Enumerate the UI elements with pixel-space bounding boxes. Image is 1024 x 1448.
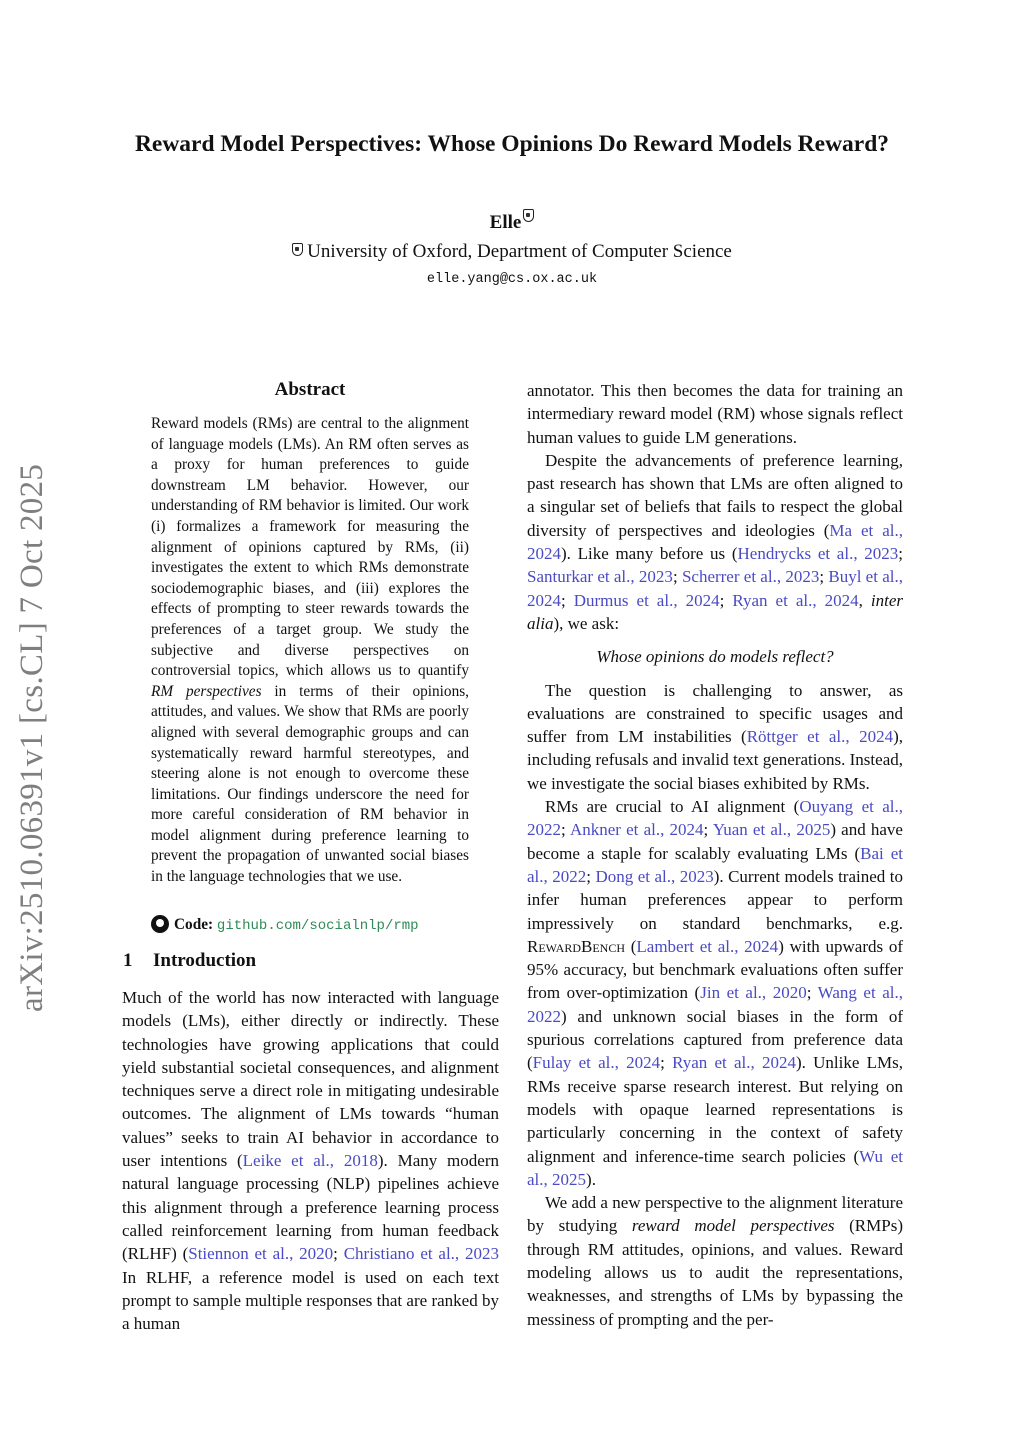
citation-link[interactable]: Durmus et al., 2024 bbox=[573, 590, 720, 610]
abstract-body bbox=[151, 414, 469, 888]
intro-paragraph-1-continued: annotator. This then becomes the data for training an intermediary reward model (RM) whose signals reflect human values to guide LM generations. bbox=[527, 381, 903, 447]
intro-paragraph-3: The question is challenging to answer, as evaluations are constrained to specific usages and suffer from LM instabilities (Röttger et al., 2024), including refusals and invalid text generations. Instead, we investigate the social biases exhibited by RMs. bbox=[527, 680, 904, 793]
intro-paragraph-2: Despite the advancements of preference learning, past research has shown that LMs are often aligned to a singular set of beliefs that fails to respect the global diversity of perspectives and ideologies (Ma et al., 2024). Like many before us (Hendrycks et al., 2023; Santurkar et al., 2023; Scherrer et al., 2023; Buyl et al., 2024; Durmus et al., 2024; Ryan et al., 2024, inter alia), we ask: bbox=[527, 450, 903, 633]
code-url-link[interactable]: github.com/socialnlp/rmp bbox=[216, 918, 419, 934]
author-name: Elle bbox=[489, 212, 522, 233]
citation-link[interactable]: Ryan et al., 2024 bbox=[672, 1053, 796, 1073]
section-heading bbox=[123, 950, 256, 972]
citation-link[interactable]: Yuan et al., 2025 bbox=[712, 820, 831, 840]
paper-title: Reward Model Perspectives: Whose Opinions Do Reward Models Reward? bbox=[134, 131, 890, 157]
right-column-body bbox=[527, 379, 903, 1331]
intro-paragraph-5: We add a new perspective to the alignment literature by studying reward model perspectives (RMPs) through RM attitudes, opinions, and values. Reward modeling allows us to audit the representations, weaknesses, and strengths of LMs by bypassing the messiness of prompting and the per- bbox=[527, 1193, 903, 1329]
citation-link[interactable]: Dong et al., 2023 bbox=[595, 866, 714, 886]
author-email[interactable]: elle.yang@cs.ox.ac.uk bbox=[426, 272, 598, 287]
intro-paragraph-1: Much of the world has now interacted with language models (LMs), either directly or indirectly. These technologies have growing applications that could yield substantial societal consequences, and alignment techniques serve a direct role in mitigating undesirable outcomes. The alignment of LMs towards “human values” seeks to train AI behavior in accordance to user intentions (Leike et al., 2018). Many modern natural language processing (NLP) pipelines achieve this alignment through a preference learning process called reinforcement learning from human feedback (RLHF) (Stiennon et al., 2020; Christiano et al., 2023 In RLHF, a reference model is used on each text prompt to sample multiple responses that are ranked by a human bbox=[122, 988, 499, 1334]
affiliation-line bbox=[0, 241, 1024, 263]
citation-link[interactable]: Christiano et al., 2023 bbox=[343, 1244, 499, 1264]
code-label: Code: bbox=[174, 916, 214, 933]
section-number: 1 bbox=[123, 950, 133, 971]
citation-link[interactable]: Santurkar et al., 2023 bbox=[527, 567, 673, 587]
abstract-heading: Abstract bbox=[274, 379, 346, 400]
author-line bbox=[0, 212, 1024, 234]
section-title: Introduction bbox=[153, 950, 257, 971]
citation-link[interactable]: Ouyang et al., 2022 bbox=[527, 797, 904, 840]
arxiv-identifier: arXiv:2510.06391v1 [cs.CL] 7 Oct 2025 bbox=[14, 463, 50, 1012]
citation-link[interactable]: Bai et al., 2022 bbox=[527, 843, 903, 886]
citation-link[interactable]: Scherrer et al., 2023 bbox=[681, 567, 820, 587]
code-link-line bbox=[151, 915, 481, 934]
citation-link[interactable]: Ankner et al., 2024 bbox=[569, 820, 704, 840]
citation-link[interactable]: Röttger et al., 2024 bbox=[746, 727, 894, 747]
citation-link[interactable]: Fulay et al., 2024 bbox=[532, 1053, 661, 1073]
rewardbench-name: RewardBench bbox=[527, 936, 626, 956]
research-question: Whose opinions do models reflect? bbox=[596, 647, 834, 667]
citation-link[interactable]: Ma et al., 2024 bbox=[527, 520, 903, 564]
github-icon bbox=[151, 915, 169, 933]
citation-link[interactable]: Lambert et al., 2024 bbox=[636, 936, 779, 956]
citation-link[interactable]: Hendrycks et al., 2023 bbox=[737, 544, 899, 564]
oxford-crest-icon bbox=[523, 209, 534, 222]
citation-link[interactable]: Buyl et al., 2024 bbox=[527, 567, 903, 610]
abstract-emphasis: RM perspectives bbox=[151, 682, 262, 700]
citation-link[interactable]: Stiennon et al., 2020 bbox=[188, 1244, 334, 1264]
intro-paragraph-4: RMs are crucial to AI alignment (Ouyang et al., 2022; Ankner et al., 2024; Yuan et al., 2025) and have become a staple for scalably evaluating LMs (Bai et al., 2022; Dong et al., 2023). Current models trained to infer human preferences appear to perform impressively on standard benchmarks, e.g. RewardBench (Lambert et al., 2024) with upwards of 95% accuracy, but benchmark evaluations often suffer from over-optimization (Jin et al., 2020; Wang et al., 2022) and unknown social biases in the form of spurious correlations captured from preference data (Fulay et al., 2024; Ryan et al., 2024). Unlike LMs, RMs receive sparse research interest. But relying on models with opaque learned representations is particularly concerning in the context of safety alignment and inference-time search policies (Wu et al., 2025). bbox=[527, 797, 904, 1189]
citation-link[interactable]: Wu et al., 2025 bbox=[527, 1146, 903, 1189]
intro-p1-tail: In RLHF, a reference model is used on each text prompt to sample multiple responses that are ranked by a human bbox=[122, 1267, 499, 1334]
oxford-crest-icon bbox=[292, 243, 303, 256]
abstract-paragraph: Reward models (RMs) are central to the alignment of language models (LMs). An RM often serves as a proxy for human preferences to guide downstream LM behavior. However, our understanding of RM behavior is limited. Our work (i) formalizes a framework for measuring the alignment of opinions captured by RMs, (ii) investigates the extent to which RMs demonstrate sociodemographic biases, and (iii) explores the effects of prompting to steer rewards towards the preferences of a target group. We study the subjective and diverse perspectives on controversial topics, which allows us to quantify RM perspectives in terms of their opinions, attitudes, and values. We show that RMs are poorly aligned with several demographic groups and can systematically reward harmful stereotypes, and steering alone is not enough to overcome these limitations. Our findings underscore the need for more careful consideration of RM behavior in model alignment during preference learning to prevent the propagation of unwanted social biases in the language technologies that we use. bbox=[151, 415, 469, 886]
left-column-body bbox=[122, 986, 499, 1335]
citation-link[interactable]: Leike et al., 2018 bbox=[242, 1151, 378, 1171]
citation-link[interactable]: Jin et al., 2020 bbox=[700, 983, 807, 1003]
citation-link[interactable]: Wang et al., 2022 bbox=[527, 983, 903, 1026]
affiliation: University of Oxford, Department of Computer Science bbox=[307, 241, 732, 262]
citation-link[interactable]: Ryan et al., 2024 bbox=[732, 590, 859, 610]
